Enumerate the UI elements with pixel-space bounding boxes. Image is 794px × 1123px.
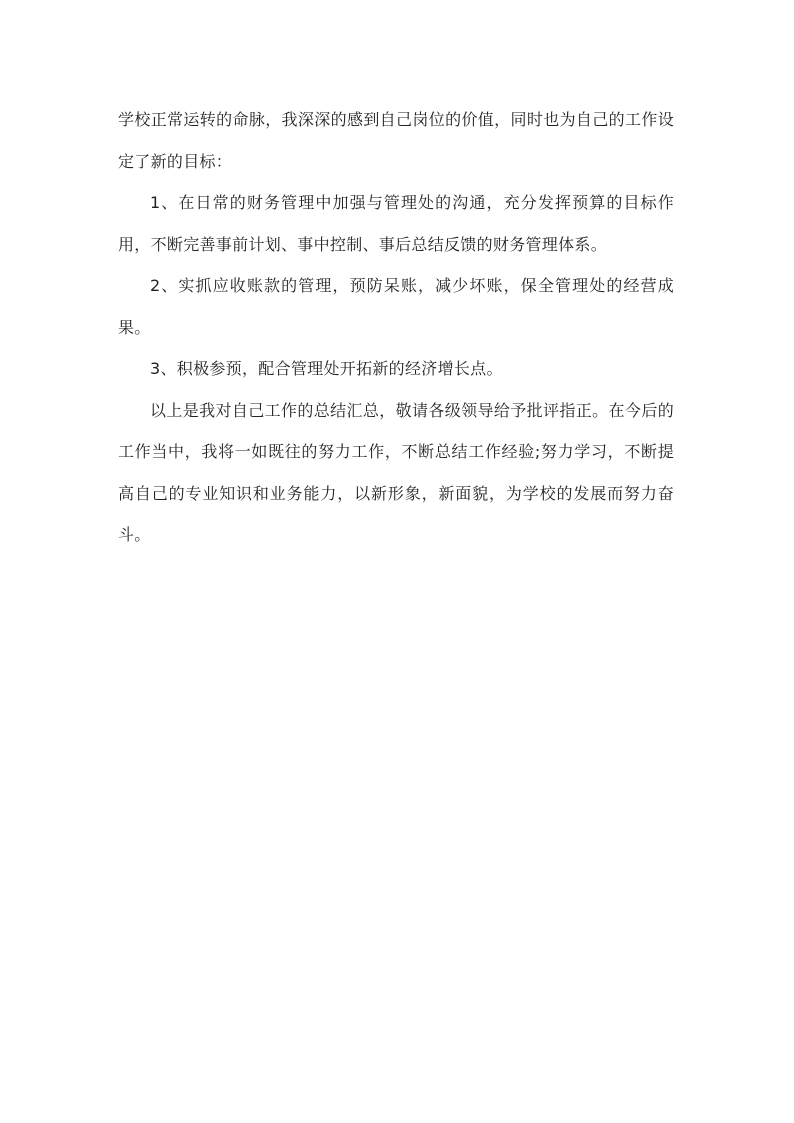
- paragraph-item-1: 1、在日常的财务管理中加强与管理处的沟通，充分发挥预算的目标作用，不断完善事前计划、事中控制、事后总结反馈的财务管理体系。: [118, 193, 674, 254]
- paragraph-continuation: 学校正常运转的命脉，我深深的感到自己岗位的价值，同时也为自己的工作设定了新的目标：: [118, 110, 674, 171]
- paragraph-conclusion: 以上是我对自己工作的总结汇总，敬请各级领导给予批评指正。在今后的工作当中，我将一如既往的努力工作，不断总结工作经验;努力学习，不断提高自己的专业知识和业务能力，以新形象，新面貌，为学校的发展而努力奋斗。: [118, 400, 674, 544]
- document-body: [118, 99, 674, 556]
- paragraph-item-3: 3、积极参预，配合管理处开拓新的经济增长点。: [150, 359, 503, 378]
- paragraph-item-2: 2、实抓应收账款的管理，预防呆账，减少坏账，保全管理处的经营成果。: [118, 276, 674, 337]
